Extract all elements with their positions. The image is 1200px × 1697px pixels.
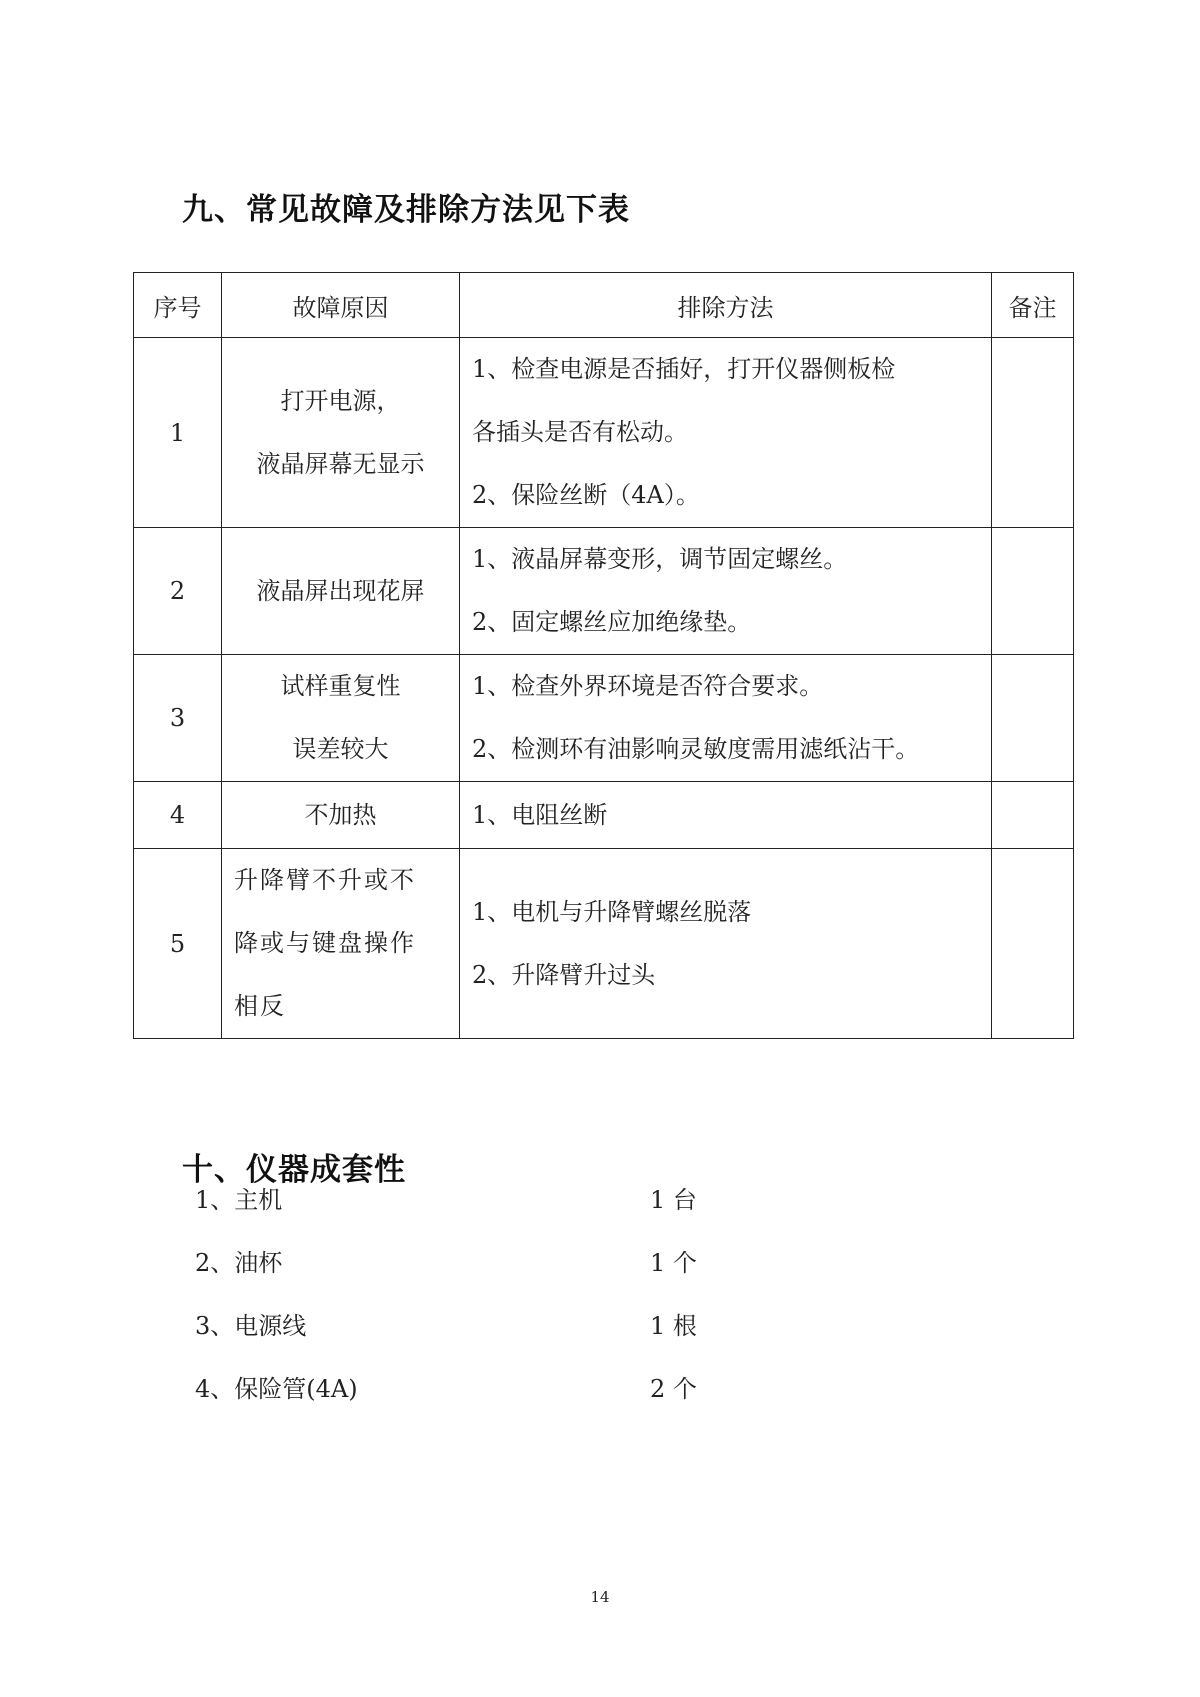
method-line: 2、保险丝断（4A）。 <box>472 481 700 509</box>
row-number: 2 <box>134 528 222 655</box>
package-contents-list <box>195 1180 755 1432</box>
item-quantity: 1 根 <box>650 1312 697 1340</box>
list-item <box>195 1306 755 1369</box>
method-line: 1、检查外界环境是否符合要求。 <box>472 672 824 700</box>
table-row <box>134 655 1074 782</box>
fix-method <box>460 528 992 655</box>
method-line: 2、升降臂升过头 <box>472 960 656 989</box>
header-note: 备注 <box>992 273 1074 338</box>
method-line: 1、电机与升降臂螺丝脱落 <box>472 897 752 926</box>
table-header-row <box>134 273 1074 338</box>
fix-method <box>460 782 992 849</box>
method-line: 2、检测环有油影响灵敏度需用滤纸沾干。 <box>472 735 920 763</box>
note-cell <box>992 528 1074 655</box>
fix-method <box>460 849 992 1039</box>
row-number: 3 <box>134 655 222 782</box>
cause-line: 降或与键盘操作 <box>234 929 416 957</box>
row-number: 4 <box>134 782 222 849</box>
cause-line: 液晶屏出现花屏 <box>256 576 425 605</box>
header-no: 序号 <box>134 273 222 338</box>
cause-line: 升降臂不升或不 <box>234 866 416 894</box>
fault-cause <box>222 655 460 782</box>
table-row <box>134 782 1074 849</box>
section-title-troubleshooting: 九、常见故障及排除方法见下表 <box>182 191 630 228</box>
fix-method <box>460 338 992 528</box>
note-cell <box>992 655 1074 782</box>
method-line: 1、液晶屏幕变形，调节固定螺丝。 <box>472 545 848 573</box>
cause-line: 打开电源， <box>280 386 401 415</box>
cause-line: 液晶屏幕无显示 <box>256 449 425 478</box>
list-item <box>195 1369 755 1432</box>
cause-line: 误差较大 <box>292 735 389 763</box>
cause-line: 相反 <box>234 992 286 1020</box>
method-line: 各插头是否有松动。 <box>472 418 688 446</box>
table-row <box>134 849 1074 1039</box>
note-cell <box>992 849 1074 1039</box>
section-title-package-contents: 十、仪器成套性 <box>182 1151 406 1188</box>
note-cell <box>992 782 1074 849</box>
cause-line: 不加热 <box>304 800 377 829</box>
item-quantity: 2 个 <box>650 1375 697 1403</box>
fault-cause <box>222 782 460 849</box>
fix-method <box>460 655 992 782</box>
list-item <box>195 1243 755 1306</box>
item-name: 1、主机 <box>195 1186 283 1214</box>
fault-cause <box>222 849 460 1039</box>
fault-cause <box>222 528 460 655</box>
method-line: 1、电阻丝断 <box>472 800 608 829</box>
row-number: 5 <box>134 849 222 1039</box>
item-quantity: 1 个 <box>650 1249 697 1277</box>
page-number: 14 <box>590 1588 610 1606</box>
note-cell <box>992 338 1074 528</box>
item-name: 3、电源线 <box>195 1312 307 1340</box>
method-line: 2、固定螺丝应加绝缘垫。 <box>472 608 752 636</box>
header-cause: 故障原因 <box>222 273 460 338</box>
table-row <box>134 338 1074 528</box>
cause-line: 试样重复性 <box>280 672 401 700</box>
item-name: 2、油杯 <box>195 1249 283 1277</box>
row-number: 1 <box>134 338 222 528</box>
fault-cause <box>222 338 460 528</box>
method-line: 1、检查电源是否插好，打开仪器侧板检 <box>472 355 896 383</box>
item-quantity: 1 台 <box>650 1186 697 1214</box>
header-method: 排除方法 <box>460 273 992 338</box>
table-row <box>134 528 1074 655</box>
list-item <box>195 1180 755 1243</box>
troubleshooting-table <box>133 272 1074 1039</box>
item-name: 4、保险管(4A) <box>195 1375 358 1403</box>
